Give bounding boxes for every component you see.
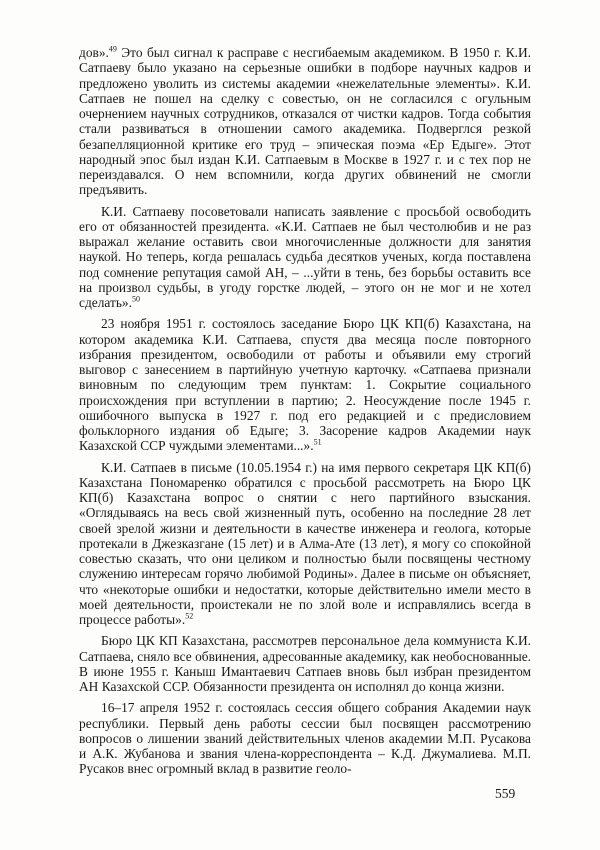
paragraph-6: 16–17 апреля 1952 г. состоялась сессия общего собрания Академии наук республики. Первый день работы сессии был посвящен рассмотрению вопросов о лишении званий действительных членов академии М.П. Русакова и А.К. Жубанова и звания члена-корреспондента – К.Д. Джумалиева. М.П. Русаков внес огромный вклад в развитие геоло- bbox=[79, 700, 531, 777]
paragraph-5: Бюро ЦК КП Казахстана, рассмотрев персональное дела коммуниста К.И. Сатпаева, сняло все обвинения, адресованные академику, как необоснованные. В июне 1955 г. Каныш Имантаевич Сатпаев вновь был избран президентом АН Казахской ССР. Обязанности президента он исполнял до конца жизни. bbox=[79, 633, 531, 694]
paragraph-4: К.И. Сатпаев в письме (10.05.1954 г.) на имя первого секретаря ЦК КП(б) Казахстана Пономаренко обратился с просьбой рассмотреть на Бюро ЦК КП(б) Казахстана вопрос о снятии с него партийного взыскания. «Оглядываясь на весь свой жизненный путь, особенно на последние 28 лет своей зрелой жизни и деятельности в качестве инженера и геолога, которые протекали в Джезказгане (15 лет) и в Алма-Ате (13 лет), я могу со спокойной совестью сказать, что они целиком и полностью были посвящены честному служению интересам горячо любимой Родины». Далее в письме он объясняет, что «некоторые ошибки и недостатки, которые действительно имели место в моей деятельности, проистекали не по злой воле и исправлялись всегда в процессе работы».$^{52}$ bbox=[79, 459, 531, 627]
paragraph-1: дов».$^{49}$ Это был сигнал к расправе с несгибаемым академиком. В 1950 г. К.И. Сатпаеву было указано на серьезные ошибки в подборе научных кадров и предложено уволить из системы академии «нежелательные элементы». К.И. Сатпаев не пошел на сделку с совестью, он не согласился с огульным очернением научных сотрудников, отказался от чистки кадров. Тогда события стали развиваться в отношении самого академика. Подверглся резкой безапелляционной критике его труд – эпическая поэма «Ер Едыге». Этот народный эпос был издан К.И. Сатпаевым в Москве в 1927 г. и с тех пор не переиздавался. О нем вспомнили, когда других обвинений не смогли предъявить. bbox=[79, 44, 531, 198]
footnote-ref-51: 51 bbox=[313, 437, 322, 447]
footnote-ref-49: 49 bbox=[108, 44, 117, 54]
page-number: 559 bbox=[495, 786, 516, 801]
paragraph-2: К.И. Сатпаеву посоветовали написать заявление с просьбой освободить его от обязанностей президента. «К.И. Сатпаев не был честолюбив и не раз выражал желание оставить свои многочисленные должности для занятия наукой. Но теперь, когда решалась судьба десятков ученых, когда поставлена под сомнение репутация самой АН, – ...уйти в тень, без борьбы оставить все на произвол судьбы, в угоду горстке людей, – этого он не мог и не хотел сделать».$^{50}$ bbox=[79, 203, 531, 310]
paragraph-3: 23 ноября 1951 г. состоялось заседание Бюро ЦК КП(б) Казахстана, на котором академика К.И. Сатпаева, спустя два месяца после повторного избрания президентом, освободили от работы и объявили ему строгий выговор с занесением в партийную учетную карточку. «Сатпаева признали виновным по следующим трем пунктам: 1. Сокрытие социального происхождения при вступлении в партию; 2. Неосуждение после 1945 г. ошибочного выпуска в 1927 г. под его редакцией и с предисловием фольклорного издания об Едыге; 3. Засорение кадров Академии наук Казахской ССР чуждыми элементами...».$^{51}$ bbox=[79, 316, 531, 454]
body-text bbox=[79, 45, 531, 783]
footnote-ref-50: 50 bbox=[131, 294, 140, 304]
footnote-ref-52: 52 bbox=[185, 611, 194, 621]
